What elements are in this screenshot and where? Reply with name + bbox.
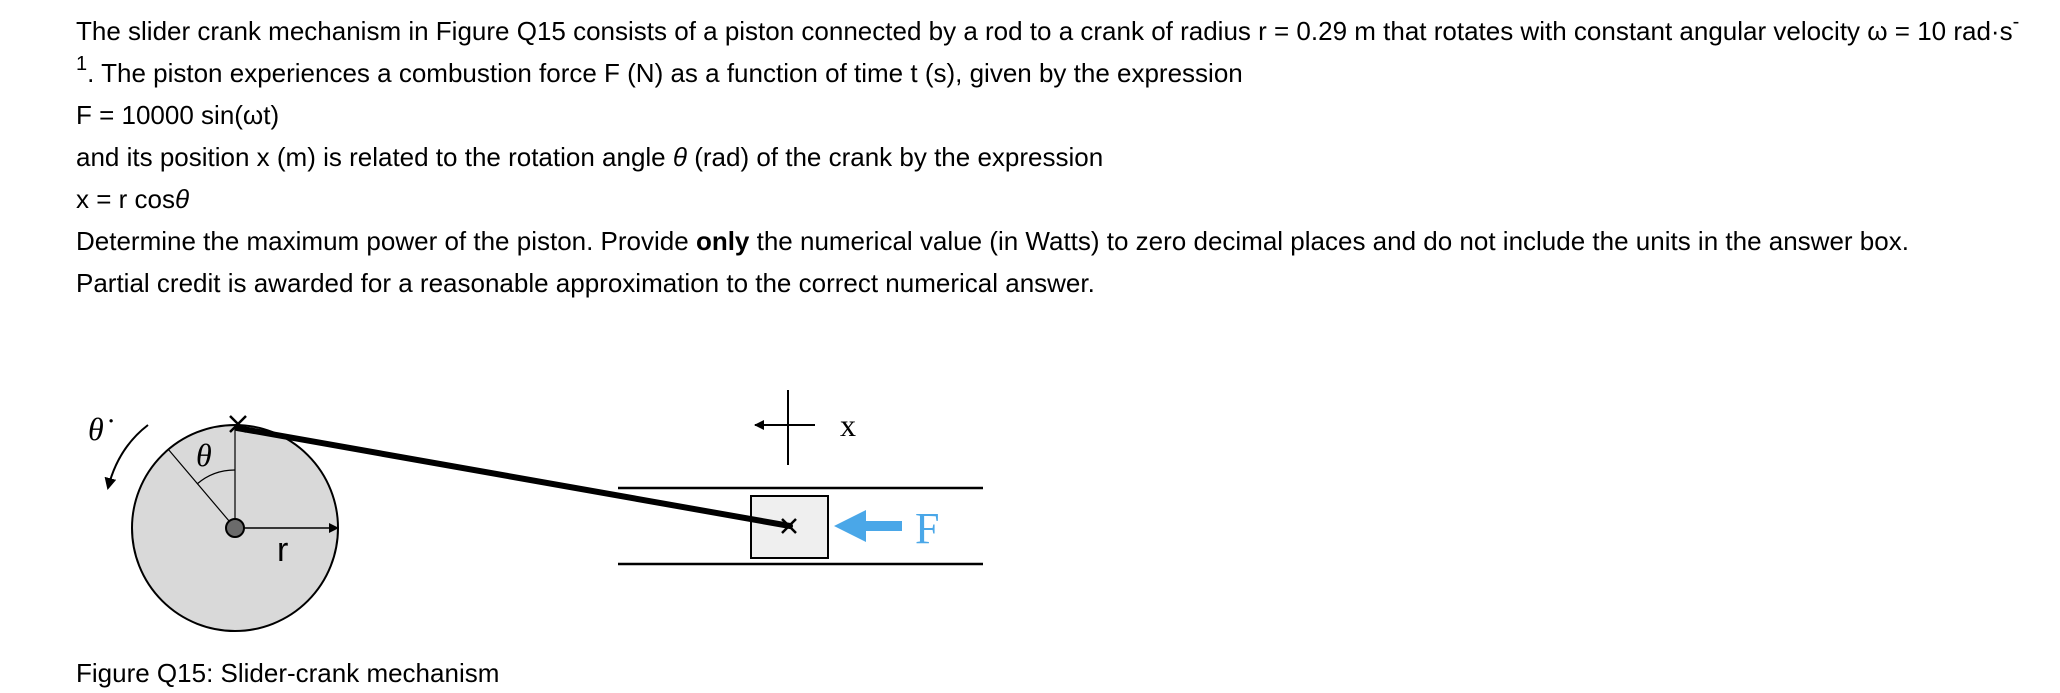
task-emphasis: only: [695, 226, 750, 256]
position-equation-prefix: x = r cos: [76, 184, 175, 214]
theta-symbol: θ: [672, 142, 687, 172]
theta-label: θ: [196, 437, 212, 473]
paragraph-credit: Partial credit is awarded for a reasonable approximation to the correct numerical answer.: [76, 268, 1095, 298]
theta-dot-label: θ̇: [88, 411, 104, 447]
force-arrow-head: [834, 510, 866, 542]
force-arrow-shaft: [860, 521, 902, 531]
unit-exponent: -1: [76, 11, 2020, 75]
force-equation: F = 10000 sin(ωt): [76, 100, 280, 130]
radius-label: r: [277, 531, 289, 569]
position-equation-theta: θ: [174, 184, 190, 214]
crank-center-pin: [226, 519, 244, 537]
task-text: Determine the maximum power of the piston. Provide: [76, 226, 696, 256]
task-text-continued: the numerical value (in Watts) to zero decimal places and do not include the units in the answer box.: [749, 226, 1909, 256]
force-label: F: [915, 504, 940, 553]
intro-text-continued: . The piston experiences a combustion force F (N) as a function of time t (s), given by the expression: [87, 58, 1243, 88]
intro-text: The slider crank mechanism in Figure Q15 consists of a piston connected by a rod to a crank of radius r = 0.29 m that rotates with constant angular velocity ω = 10 rad·s: [76, 16, 2013, 46]
figure-caption: Figure Q15: Slider-crank mechanism: [76, 658, 500, 688]
position-text-continued: (rad) of the crank by the expression: [686, 142, 1104, 172]
position-text: and its position x (m) is related to the rotation angle: [76, 142, 673, 172]
x-coordinate-label: x: [840, 407, 856, 443]
rotation-arrow: [108, 425, 148, 488]
